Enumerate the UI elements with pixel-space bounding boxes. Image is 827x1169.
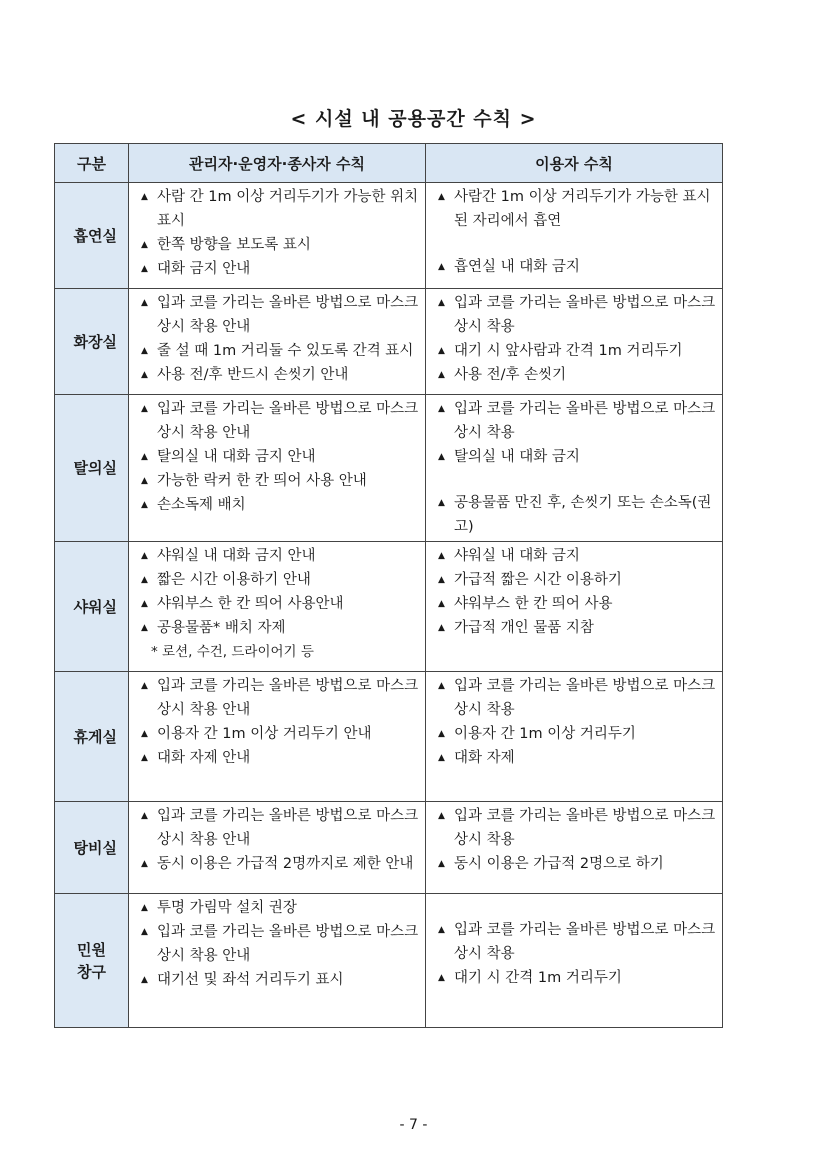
rule-text: 공용물품 만진 후, 손씻기 또는 손소독(권고) [454,495,712,535]
manager-rules-cell [129,802,426,894]
rule-text: 대화 자제 [454,750,515,766]
bullet-triangle-icon: ▲ [141,811,148,821]
rule-text: 가급적 짧은 시간 이용하기 [454,572,622,588]
rule-item [438,804,716,852]
bullet-triangle-icon: ▲ [438,262,445,272]
rule-text: 손소독제 배치 [157,497,246,513]
bullet-triangle-icon: ▲ [438,599,445,609]
bullet-triangle-icon: ▲ [141,753,148,763]
bullet-triangle-icon: ▲ [141,298,148,308]
user-rules-cell [426,894,723,1028]
rule-item [141,722,419,746]
rule-item [438,445,716,469]
rule-text: 입과 코를 가리는 올바른 방법으로 마스크 상시 착용 안내 [157,808,419,848]
rule-item [438,746,716,770]
rule-item [141,568,419,592]
rule-text: 입과 코를 가리는 올바른 방법으로 마스크 상시 착용 [454,808,716,848]
user-rules-cell [426,542,723,672]
category-label: 화장실 [73,332,117,351]
rule-text: 동시 이용은 가급적 2명으로 하기 [454,856,664,872]
bullet-triangle-icon: ▲ [438,729,445,739]
user-rules-cell [426,802,723,894]
rule-item [141,397,419,445]
rule-text: 이용자 간 1m 이상 거리두기 안내 [157,726,372,742]
page-number: - 7 - [399,1117,428,1133]
rule-text: 탈의실 내 대화 금지 안내 [157,449,316,465]
bullet-triangle-icon: ▲ [141,264,148,274]
bullet-triangle-icon: ▲ [438,551,445,561]
rule-text: 동시 이용은 가급적 2명까지로 제한 안내 [157,856,414,872]
category-label: 흡연실 [73,226,117,245]
bullet-triangle-icon: ▲ [141,927,148,937]
rule-text: 입과 코를 가리는 올바른 방법으로 마스크 상시 착용 [454,922,716,962]
rule-item [438,918,716,966]
table-row [55,395,723,542]
spacer [438,896,716,918]
category-cell [55,894,129,1028]
manager-rules-cell [129,289,426,395]
bullet-triangle-icon: ▲ [438,370,445,380]
rule-item [141,339,419,363]
header-user-rules: 이용자 수칙 [426,144,723,183]
rule-item [438,852,716,876]
rule-item [141,445,419,469]
bullet-triangle-icon: ▲ [141,599,148,609]
user-rules-cell [426,289,723,395]
category-cell [55,672,129,802]
header-manager-rules: 관리자·운영자·종사자 수칙 [129,144,426,183]
category-cell [55,183,129,289]
rule-text: 대화 금지 안내 [157,261,251,277]
category-cell [55,395,129,542]
rule-text: 사람 간 1m 이상 거리두기가 가능한 위치 표시 [157,189,419,229]
rule-text: 대화 자제 안내 [157,750,251,766]
bullet-triangle-icon: ▲ [438,753,445,763]
rule-item [438,966,716,990]
bullet-triangle-icon: ▲ [141,500,148,510]
manager-rules-cell [129,542,426,672]
rule-item [438,616,716,640]
bullet-triangle-icon: ▲ [141,452,148,462]
category-cell [55,542,129,672]
rule-item [141,968,419,992]
rule-item [141,469,419,493]
manager-rules-cell [129,672,426,802]
rule-text: 한쪽 방향을 보도록 표시 [157,237,311,253]
rule-text: 샤워실 내 대화 금지 [454,548,580,564]
rule-item [438,592,716,616]
bullet-triangle-icon: ▲ [141,859,148,869]
rule-item [141,616,419,640]
rule-text: 대기 시 간격 1m 거리두기 [454,970,622,986]
page-title: < 시설 내 공용공간 수칙 > [290,108,537,130]
rule-text: 가급적 개인 물품 지참 [454,620,594,636]
rule-text: 흡연실 내 대화 금지 [454,259,580,275]
rule-text: 공용물품* 배치 자제 [157,620,286,636]
rule-item [141,674,419,722]
rule-text: 가능한 락커 한 칸 띄어 사용 안내 [157,473,367,489]
bullet-triangle-icon: ▲ [141,404,148,414]
rule-text: 탈의실 내 대화 금지 [454,449,580,465]
rule-item [438,568,716,592]
rule-item [141,746,419,770]
rule-item [141,804,419,852]
rule-text: 이용자 간 1m 이상 거리두기 [454,726,636,742]
rule-item [141,185,419,233]
rule-text: 투명 가림막 설치 권장 [157,900,297,916]
category-cell [55,289,129,395]
rule-item [438,722,716,746]
rule-text: 줄 설 때 1m 거리둘 수 있도록 간격 표시 [157,343,414,359]
bullet-triangle-icon: ▲ [141,551,148,561]
rule-item [141,257,419,281]
table-row [55,802,723,894]
bullet-triangle-icon: ▲ [438,623,445,633]
rule-item [141,363,419,387]
rule-item [141,592,419,616]
bullet-triangle-icon: ▲ [141,370,148,380]
rule-text: 짧은 시간 이용하기 안내 [157,572,311,588]
bullet-triangle-icon: ▲ [438,346,445,356]
rule-item [438,339,716,363]
rule-text: 대기선 및 좌석 거리두기 표시 [157,972,344,988]
table-row [55,894,723,1028]
category-label: 휴게실 [73,727,117,746]
rule-text: 입과 코를 가리는 올바른 방법으로 마스크 상시 착용 [454,678,716,718]
rule-item [438,491,716,539]
bullet-triangle-icon: ▲ [438,859,445,869]
rule-item [438,185,716,233]
table-row [55,183,723,289]
rule-item [141,920,419,968]
rule-text: 입과 코를 가리는 올바른 방법으로 마스크 상시 착용 안내 [157,924,419,964]
manager-rules-cell [129,183,426,289]
manager-rules-cell [129,395,426,542]
rule-item [141,544,419,568]
bullet-triangle-icon: ▲ [438,681,445,691]
rule-text: 입과 코를 가리는 올바른 방법으로 마스크 상시 착용 안내 [157,678,419,718]
rule-text: 샤워부스 한 칸 띄어 사용 [454,596,613,612]
spacer [438,233,716,255]
rule-text: 사용 전/후 반드시 손씻기 안내 [157,367,349,383]
user-rules-cell [426,672,723,802]
category-cell [55,802,129,894]
bullet-triangle-icon: ▲ [438,575,445,585]
bullet-triangle-icon: ▲ [141,623,148,633]
category-label: 탕비실 [73,838,117,857]
rule-item [438,674,716,722]
table-row [55,542,723,672]
bullet-triangle-icon: ▲ [141,975,148,985]
rule-item [141,493,419,517]
bullet-triangle-icon: ▲ [141,240,148,250]
table-row [55,289,723,395]
bullet-triangle-icon: ▲ [438,452,445,462]
bullet-triangle-icon: ▲ [438,811,445,821]
rule-text: 입과 코를 가리는 올바른 방법으로 마스크 상시 착용 [454,401,716,441]
bullet-triangle-icon: ▲ [438,925,445,935]
category-label: 민원 창구 [77,940,106,981]
rule-item [141,852,419,876]
rule-item [438,363,716,387]
bullet-triangle-icon: ▲ [141,903,148,913]
bullet-triangle-icon: ▲ [438,973,445,983]
rules-table [54,143,723,1028]
bullet-triangle-icon: ▲ [438,298,445,308]
bullet-triangle-icon: ▲ [438,404,445,414]
user-rules-cell [426,183,723,289]
rule-item [438,544,716,568]
bullet-triangle-icon: ▲ [141,575,148,585]
rule-item [438,291,716,339]
bullet-triangle-icon: ▲ [141,192,148,202]
rule-text: 샤워부스 한 칸 띄어 사용안내 [157,596,344,612]
spacer [438,469,716,491]
manager-rules-cell [129,894,426,1028]
bullet-triangle-icon: ▲ [438,498,445,508]
rule-text: 입과 코를 가리는 올바른 방법으로 마스크 상시 착용 안내 [157,295,419,335]
rule-item [141,896,419,920]
rule-text: 입과 코를 가리는 올바른 방법으로 마스크 상시 착용 [454,295,716,335]
bullet-triangle-icon: ▲ [141,476,148,486]
header-category: 구분 [55,144,129,183]
rule-text: 샤워실 내 대화 금지 안내 [157,548,316,564]
user-rules-cell [426,395,723,542]
rule-item [141,291,419,339]
rule-text: 사용 전/후 손씻기 [454,367,567,383]
bullet-triangle-icon: ▲ [141,346,148,356]
rule-item [438,397,716,445]
bullet-triangle-icon: ▲ [141,681,148,691]
category-label: 샤워실 [73,597,117,616]
rule-text: 대기 시 앞사람과 간격 1m 거리두기 [454,343,683,359]
footnote-text: * 로션, 수건, 드라이어기 등 [151,644,314,660]
bullet-triangle-icon: ▲ [438,192,445,202]
table-header-row [55,144,723,183]
rule-item [141,233,419,257]
rule-text: 사람간 1m 이상 거리두기가 가능한 표시된 자리에서 흡연 [454,189,711,229]
table-row [55,672,723,802]
bullet-triangle-icon: ▲ [141,729,148,739]
rule-item [438,255,716,279]
category-label: 탈의실 [73,459,117,477]
rule-text: 입과 코를 가리는 올바른 방법으로 마스크 상시 착용 안내 [157,401,419,441]
